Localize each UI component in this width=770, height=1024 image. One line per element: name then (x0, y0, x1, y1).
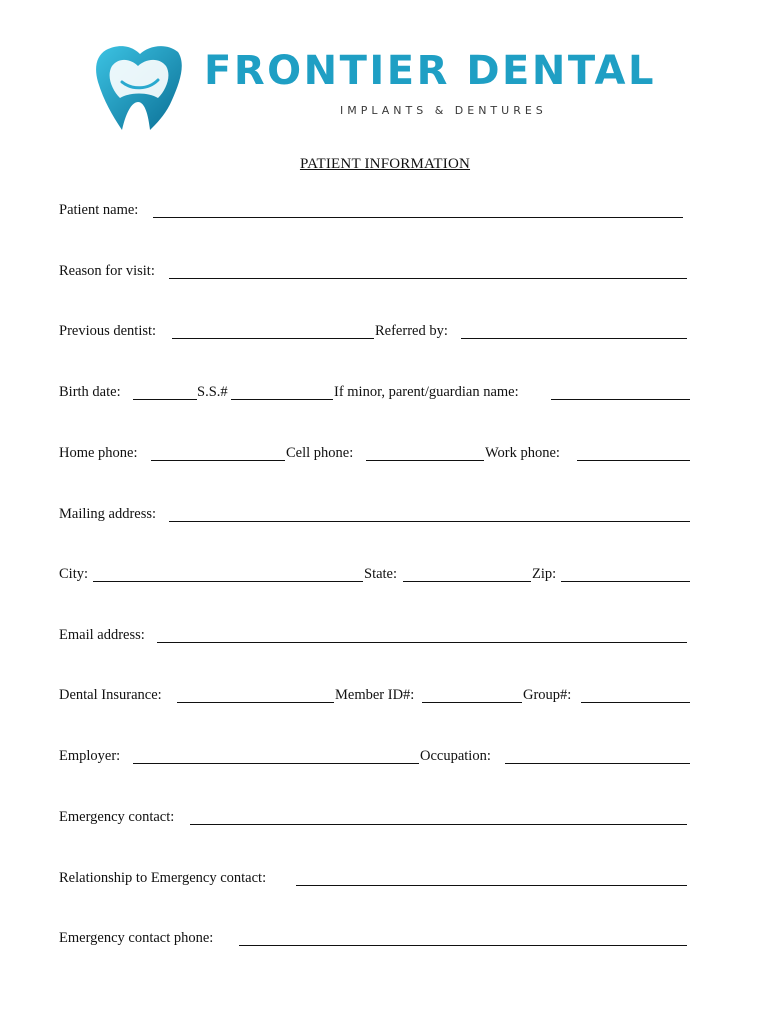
group-label: Group#: (523, 687, 572, 703)
city-label: City: (59, 566, 89, 582)
occupation-field[interactable] (505, 763, 690, 764)
emergency-contact-label: Emergency contact: (59, 809, 175, 825)
form-row-reason (59, 261, 691, 283)
relationship-field[interactable] (296, 885, 687, 886)
guardian-name-field[interactable] (551, 399, 690, 400)
previous-dentist-label: Previous dentist: (59, 323, 157, 339)
work-phone-label: Work phone: (485, 445, 560, 461)
birth-date-field[interactable] (133, 399, 197, 400)
referred-by-field[interactable] (461, 338, 687, 339)
reason-for-visit-field[interactable] (169, 278, 687, 279)
form-row-emergency-phone (59, 928, 691, 950)
birth-date-label: Birth date: (59, 384, 121, 400)
zip-field[interactable] (561, 581, 690, 582)
city-field[interactable] (93, 581, 363, 582)
emergency-phone-label: Emergency contact phone: (59, 930, 214, 946)
brand-tagline: IMPLANTS & DENTURES (340, 104, 547, 117)
emergency-phone-field[interactable] (239, 945, 687, 946)
home-phone-field[interactable] (151, 460, 285, 461)
state-label: State: (364, 566, 398, 582)
emergency-contact-field[interactable] (190, 824, 687, 825)
group-field[interactable] (581, 702, 690, 703)
email-field[interactable] (157, 642, 687, 643)
form-row-address (59, 504, 691, 526)
form-row-emergency (59, 807, 691, 829)
mailing-address-field[interactable] (169, 521, 690, 522)
form-row-patient-name (59, 200, 691, 222)
cell-phone-label: Cell phone: (286, 445, 354, 461)
form-row-employer (59, 746, 691, 768)
member-id-field[interactable] (422, 702, 522, 703)
form-row-city (59, 564, 691, 586)
relationship-label: Relationship to Emergency contact: (59, 870, 267, 886)
guardian-name-label: If minor, parent/guardian name: (334, 384, 519, 400)
cell-phone-field[interactable] (366, 460, 484, 461)
employer-label: Employer: (59, 748, 121, 764)
dental-insurance-label: Dental Insurance: (59, 687, 162, 703)
patient-name-label: Patient name: (59, 202, 139, 218)
email-label: Email address: (59, 627, 145, 643)
mailing-address-label: Mailing address: (59, 506, 157, 522)
previous-dentist-field[interactable] (172, 338, 374, 339)
brand-name: FRONTIER DENTAL (204, 48, 656, 94)
form-row-dentist (59, 321, 691, 343)
state-field[interactable] (403, 581, 531, 582)
occupation-label: Occupation: (420, 748, 491, 764)
form-row-insurance (59, 685, 691, 707)
patient-name-field[interactable] (153, 217, 683, 218)
form-row-birth (59, 382, 691, 404)
employer-field[interactable] (133, 763, 419, 764)
company-logo (92, 42, 682, 134)
member-id-label: Member ID#: (335, 687, 415, 703)
ss-field[interactable] (231, 399, 333, 400)
tooth-logo-icon (92, 42, 184, 134)
ss-label: S.S.# (197, 384, 228, 400)
home-phone-label: Home phone: (59, 445, 138, 461)
form-row-email (59, 625, 691, 647)
dental-insurance-field[interactable] (177, 702, 334, 703)
form-row-phones (59, 443, 691, 465)
form-title: PATIENT INFORMATION (299, 156, 471, 172)
zip-label: Zip: (532, 566, 557, 582)
form-row-relationship (59, 868, 691, 890)
referred-by-label: Referred by: (375, 323, 448, 339)
work-phone-field[interactable] (577, 460, 690, 461)
reason-for-visit-label: Reason for visit: (59, 263, 155, 279)
